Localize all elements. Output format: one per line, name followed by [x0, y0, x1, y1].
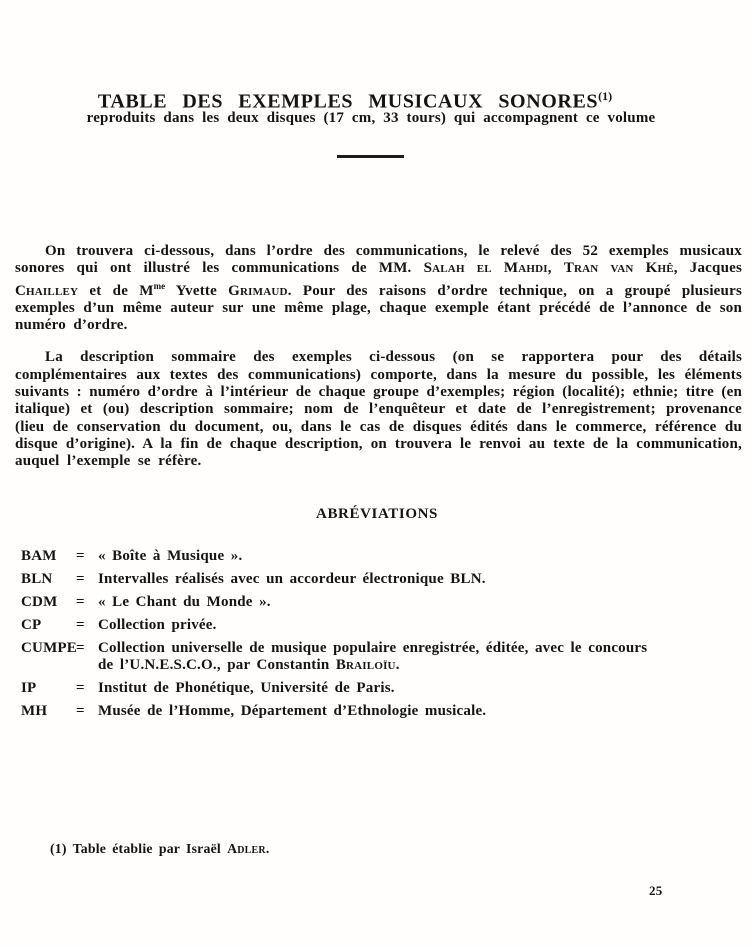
abbrev-definition: [98, 617, 743, 634]
abbrev-definition: [98, 548, 743, 565]
text-segment: ,: [547, 260, 564, 277]
abbreviation-row: [21, 594, 743, 611]
paragraph-description: [15, 349, 742, 470]
page-title-text: TABLE DES EXEMPLES MUSICAUX SONORES: [97, 91, 599, 114]
abbreviation-row: [21, 617, 743, 634]
abbrev-code: CP: [21, 617, 42, 633]
text-segment: Yvette: [165, 282, 229, 299]
equals-sign: =: [76, 571, 85, 587]
text-segment: Tran van Khê: [563, 260, 674, 277]
abbrev-code: CDM: [21, 594, 58, 610]
title-footnote-marker: (1): [598, 89, 613, 104]
equals-sign: =: [76, 617, 85, 633]
text-segment: Intervalles réalisés avec un accordeur électronique BLN.: [98, 571, 486, 587]
abbrev-definition: [98, 640, 743, 674]
abbreviation-row: [21, 548, 743, 565]
abbreviations-heading: ABRÉVIATIONS: [316, 506, 438, 522]
text-segment: Adler: [227, 841, 266, 856]
abbreviation-row: [21, 680, 743, 697]
text-segment: . Pour des raisons d’ordre technique, on a groupé plusieurs exemples d’un même auteur sur une même plage, chaque exemple étant précédé de l’annonce de son numéro d’ordre.: [15, 282, 742, 334]
abbrev-definition: [98, 680, 743, 697]
abbrev-code: MH: [21, 703, 48, 720]
abbreviation-row: [21, 571, 743, 588]
text-segment: .: [395, 657, 400, 674]
paragraph-intro: [15, 243, 742, 334]
body-text: [15, 243, 742, 471]
abbrev-code: CUMPE: [21, 640, 77, 656]
text-segment: « Boîte à Musique ».: [98, 548, 243, 564]
abbrev-definition: [98, 594, 743, 611]
text-segment: .: [265, 841, 270, 856]
equals-sign: =: [76, 640, 85, 656]
text-segment: Salah el Mahdi: [423, 260, 548, 277]
text-segment: me: [153, 280, 166, 291]
equals-sign: =: [76, 680, 85, 697]
abbreviation-row: [21, 640, 743, 674]
equals-sign: =: [76, 703, 85, 720]
text-segment: Grimaud: [228, 282, 288, 299]
text-segment: , Jacques: [673, 260, 743, 277]
equals-sign: =: [76, 548, 85, 564]
abbrev-code: IP: [21, 680, 37, 697]
text-segment: On trouvera ci-dessous, dans l’ordre des communications, le relevé des 52 exemples musicaux sonores qui ont illustré les communications de MM.: [15, 243, 742, 277]
abbrev-code: BAM: [21, 548, 57, 564]
text-segment: et de M: [78, 282, 154, 299]
page-number: 25: [649, 883, 663, 898]
text-segment: La description sommaire des exemples ci-dessous (on se rapportera pour des détails complémentaires aux textes des communications) comporte, dans la mesure du possible, les éléments suivants : numéro d’ordre à l’intérieur de chaque groupe d’exemples; région (localité); ethnie; titre (en italique) et (ou) description sommaire; nom de l’enquêteur et date de l’enregistrement; provenance (lieu de conservation du document, ou, dans le cas de disques édités dans le commerce, référence du disque d’origine). A la fin de chaque description, on trouvera le renvoi au texte de la communication, auquel l’exemple se réfère.: [15, 349, 742, 470]
text-segment: (1) Table établie par Israël: [50, 841, 228, 856]
page-subtitle: reproduits dans les deux disques (17 cm, 33 tours) qui accompagnent ce volume: [86, 110, 656, 126]
text-segment: Brailoïu: [335, 657, 396, 674]
abbrev-code: BLN: [21, 571, 53, 587]
equals-sign: =: [76, 594, 85, 610]
abbrev-definition: [98, 703, 743, 720]
abbreviations-list: [21, 548, 743, 726]
text-segment: Collection universelle de musique populaire enregistrée, éditée, avec le concours: [98, 640, 648, 656]
text-segment: Chailley: [15, 282, 79, 299]
separator-rule: [337, 155, 404, 158]
abbreviation-row: [21, 703, 743, 720]
text-segment: de l’U.N.E.S.C.O., par Constantin: [98, 657, 336, 674]
text-segment: Collection privée.: [98, 617, 217, 633]
text-segment: Musée de l’Homme, Département d’Ethnologie musicale.: [98, 703, 487, 720]
abbrev-definition: [98, 571, 743, 588]
text-segment: Institut de Phonétique, Université de Paris.: [98, 680, 395, 697]
footnote: [50, 841, 270, 857]
text-segment: « Le Chant du Monde ».: [98, 594, 271, 610]
